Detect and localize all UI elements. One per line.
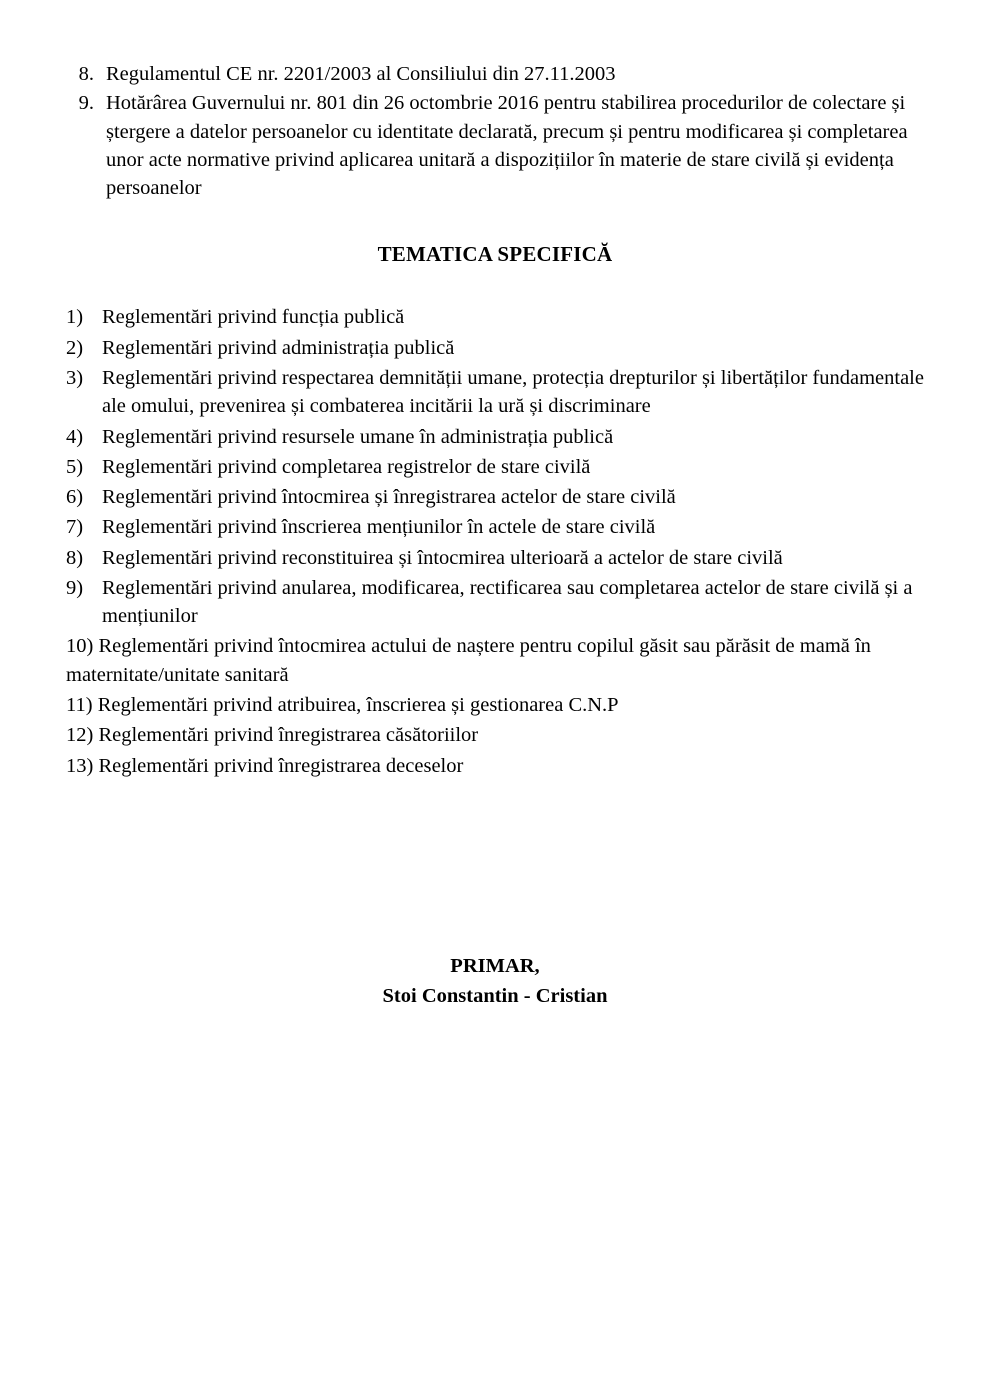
list-item-marker: 10): [66, 635, 94, 658]
list-item: [60, 574, 930, 631]
list-item-marker: 3): [66, 366, 84, 389]
list-item-text: Reglementări privind administrația publică: [102, 336, 455, 359]
list-item: [60, 691, 930, 719]
list-item: [60, 513, 930, 541]
signature-name: Stoi Constantin - Cristian: [382, 984, 608, 1007]
list-item-marker: 4): [66, 425, 84, 448]
list-item: [60, 752, 930, 780]
list-item-marker: 6): [66, 486, 84, 509]
list-item-text: Reglementări privind reconstituirea și întocmirea ulterioară a actelor de stare civilă: [102, 546, 783, 569]
list-item-marker: 12): [66, 724, 94, 747]
list-item: [60, 60, 930, 88]
list-item-marker: 9.: [78, 92, 94, 115]
list-item-text: Reglementări privind înscrierea mențiunilor în actele de stare civilă: [102, 516, 656, 539]
list-item: [60, 364, 930, 421]
list-item-text: Reglementări privind completarea registrelor de stare civilă: [102, 455, 591, 478]
list-item-text: Reglementări privind respectarea demnității umane, protecția drepturilor și libertăților fundamentale ale omului, prevenirea și combaterea incitării la ură și discriminare: [102, 366, 924, 418]
list-item-marker: 5): [66, 455, 84, 478]
list-item-text: Reglementări privind întocmirea actului de naștere pentru copilul găsit sau părăsit de mamă în maternitate/unitate sanitară: [66, 635, 871, 686]
list-item-marker: 2): [66, 336, 84, 359]
list-item: [60, 632, 930, 689]
list-item: [60, 423, 930, 451]
specific-topics-list: [60, 303, 930, 780]
document-body: [60, 60, 930, 1011]
list-item: [60, 483, 930, 511]
list-item: [60, 334, 930, 362]
list-item-text: Reglementări privind întocmirea și înregistrarea actelor de stare civilă: [102, 486, 676, 509]
list-item-marker: 8.: [78, 63, 94, 85]
list-item-text: Reglementări privind anularea, modificarea, rectificarea sau completarea actelor de stare civilă și a mențiunilor: [102, 576, 913, 628]
list-item: [60, 303, 930, 331]
list-item-text: Reglementări privind resursele umane în administrația publică: [102, 425, 614, 448]
signature-block: [60, 952, 930, 1011]
list-item-marker: 9): [66, 576, 84, 599]
list-item: [60, 544, 930, 572]
general-regulations-list: [60, 60, 930, 202]
list-item-text: Regulamentul CE nr. 2201/2003 al Consiliului din 27.11.2003: [106, 63, 616, 85]
list-item-text: Reglementări privind înregistrarea deceselor: [93, 754, 464, 777]
list-item: [60, 453, 930, 481]
list-item-text: Hotărârea Guvernului nr. 801 din 26 octombrie 2016 pentru stabilirea procedurilor de colectare și ștergere a datelor persoanelor cu identitate declarată, precum și pentru modificarea și completarea unor acte normative privind aplicarea unitară a dispozițiilor în materie de stare civilă și evidența persoanelor: [106, 92, 908, 200]
list-item-text: Reglementări privind înregistrarea căsătoriilor: [93, 724, 479, 747]
list-item-text: Reglementări privind funcția publică: [102, 306, 405, 329]
list-item-marker: 13): [66, 754, 94, 777]
list-item: [60, 721, 930, 749]
list-item-marker: 1): [66, 306, 84, 329]
section-title: TEMATICA SPECIFICĂ: [377, 242, 613, 267]
list-item-text: Reglementări privind atribuirea, înscrierea și gestionarea C.N.P: [92, 694, 619, 717]
signature-role: PRIMAR,: [450, 954, 540, 977]
list-item-marker: 11): [66, 694, 93, 717]
list-item-marker: 7): [66, 516, 84, 539]
list-item: [60, 89, 930, 202]
list-item-marker: 8): [66, 546, 84, 569]
